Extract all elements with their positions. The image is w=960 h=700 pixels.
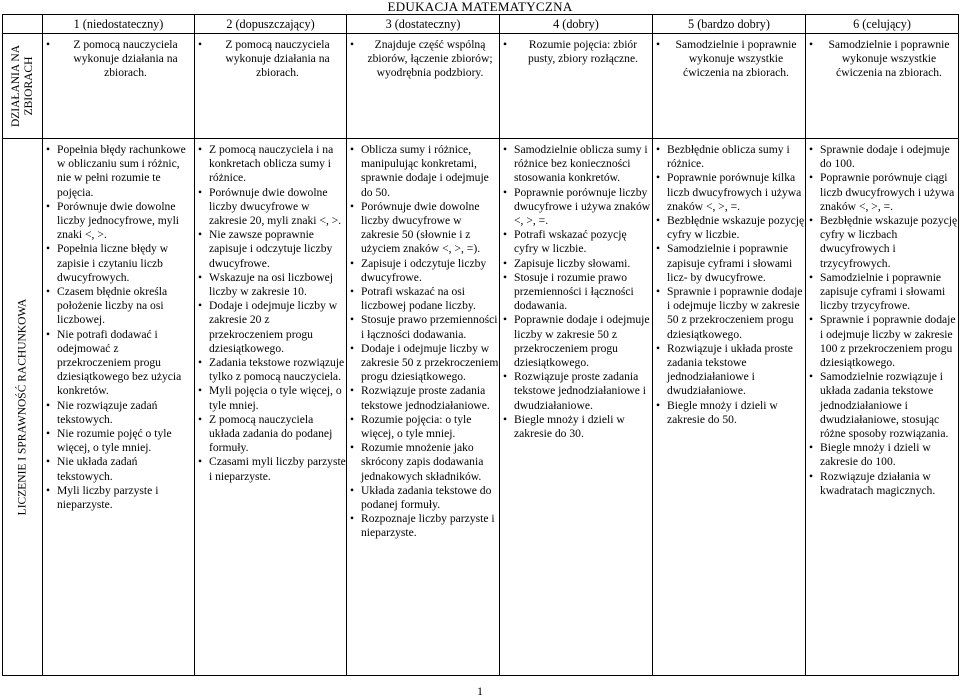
criterion-item: • Rozumie mnożenie jako skrócony zapis dodawania jednakowych składników. bbox=[347, 441, 499, 484]
criterion-item: • Zapisuje liczby słowami. bbox=[500, 257, 652, 271]
criterion-item: • Samodzielnie i poprawnie zapisuje cyframi i słowami liczby trzycyfrowe. bbox=[806, 271, 958, 314]
criterion-item: • Dodaje i odejmuje liczby w zakresie 50 z przekroczeniem progu dziesiątkowego. bbox=[347, 342, 499, 385]
criterion-item: • Rozumie pojęcia: o tyle więcej, o tyle mniej. bbox=[347, 413, 499, 441]
criterion-item: • Biegle mnoży i dzieli w zakresie do 100. bbox=[806, 441, 958, 469]
grade-header: 3 (dostateczny) bbox=[347, 15, 500, 34]
criterion-item: • Zapisuje i odczytuje liczby dwucyfrowe. bbox=[347, 257, 499, 285]
criterion-item: • Znajduje część wspólną zbiorów, łączenie zbiorów; wyodrębnia podzbiory. bbox=[347, 38, 499, 81]
criterion-item: • Czasem błędnie określa położenie liczby na osi liczbowej. bbox=[43, 285, 194, 328]
grade-header: 6 (celujący) bbox=[806, 15, 959, 34]
criterion-item: • Z pomocą nauczyciela układa zadania do podanej formuły. bbox=[195, 413, 346, 456]
row-label-text: LICZENIE I SPRAWNOŚĆ RACHUNKOWA bbox=[16, 298, 28, 516]
criteria-cell bbox=[500, 34, 653, 139]
criterion-item: • Dodaje i odejmuje liczby w zakresie 20 z przekroczeniem progu dziesiątkowego. bbox=[195, 299, 346, 356]
criterion-item: • Nie rozumie pojęć o tyle więcej, o tyle mniej. bbox=[43, 427, 194, 455]
criteria-cell bbox=[806, 139, 959, 676]
criterion-item: • Bezbłędnie oblicza sumy i różnice. bbox=[653, 143, 805, 171]
criterion-item: • Zadania tekstowe rozwiązuje tylko z pomocą nauczyciela. bbox=[195, 356, 346, 384]
grade-header: 5 (bardzo dobry) bbox=[653, 15, 806, 34]
criterion-item: • Z pomocą nauczyciela wykonuje działania na zbiorach. bbox=[43, 38, 194, 81]
criterion-item: • Oblicza sumy i różnice, manipulując konkretami, sprawnie dodaje i odejmuje do 50. bbox=[347, 143, 499, 200]
criterion-item: • Poprawnie porównuje kilka liczb dwucyfrowych i używa znaków <, >, =. bbox=[653, 171, 805, 214]
criterion-item: • Samodzielnie i poprawnie zapisuje cyframi i słowami licz- by dwucyfrowe. bbox=[653, 242, 805, 285]
header-corner bbox=[3, 15, 43, 34]
criterion-item: • Poprawnie porównuje ciągi liczb dwucyfrowych i używa znaków <, >, =. bbox=[806, 171, 958, 214]
criterion-item: • Nie układa zadań tekstowych. bbox=[43, 455, 194, 483]
criterion-item: • Porównuje dwie dowolne liczby jednocyfrowe, myli znaki <, >. bbox=[43, 200, 194, 243]
criterion-item: • Nie rozwiązuje zadań tekstowych. bbox=[43, 399, 194, 427]
criteria-cell bbox=[43, 139, 195, 676]
criterion-item: • Bezbłędnie wskazuje pozycję cyfry w liczbach dwucyfrowych i trzycyfrowych. bbox=[806, 214, 958, 271]
grade-header: 2 (dopuszczający) bbox=[195, 15, 347, 34]
criterion-item: • Bezbłędnie wskazuje pozycję cyfry w liczbie. bbox=[653, 214, 805, 242]
criterion-item: • Biegle mnoży i dzieli w zakresie do 30. bbox=[500, 413, 652, 441]
criterion-item: • Biegle mnoży i dzieli w zakresie do 50. bbox=[653, 399, 805, 427]
criterion-item: • Rozwiązuje i układa proste zadania tekstowe jednodziałaniowe i dwudziałaniowe. bbox=[653, 342, 805, 399]
criterion-item: • Popełnia błędy rachunkowe w obliczaniu sum i różnic, nie w pełni rozumie te pojęcia. bbox=[43, 143, 194, 200]
criterion-item: • Sprawnie i poprawnie dodaje i odejmuje liczby w zakresie 100 z przekroczeniem progu dziesiątkowego. bbox=[806, 313, 958, 370]
criteria-cell bbox=[500, 139, 653, 676]
criterion-item: • Samodzielnie i poprawnie wykonuje wszystkie ćwiczenia na zbiorach. bbox=[806, 38, 958, 81]
criterion-item: • Sprawnie i poprawnie dodaje i odejmuje liczby w zakresie 50 z przekroczeniem progu dziesiątkowego. bbox=[653, 285, 805, 342]
criterion-item: • Poprawnie porównuje liczby dwucyfrowe i używa znaków <, >, =. bbox=[500, 186, 652, 229]
criteria-cell bbox=[195, 139, 347, 676]
criterion-item: • Z pomocą nauczyciela i na konkretach oblicza sumy i różnice. bbox=[195, 143, 346, 186]
row-label bbox=[3, 34, 43, 139]
criterion-item: • Rozpoznaje liczby parzyste i nieparzyste. bbox=[347, 512, 499, 540]
criterion-item: • Porównuje dwie dowolne liczby dwucyfrowe w zakresie 50 (słownie i z użyciem znaków <, >, =). bbox=[347, 200, 499, 257]
criterion-item: • Samodzielnie oblicza sumy i różnice bez konieczności stosowania konkretów. bbox=[500, 143, 652, 186]
criteria-cell bbox=[653, 34, 806, 139]
criteria-cell bbox=[195, 34, 347, 139]
criteria-cell bbox=[347, 34, 500, 139]
criterion-item: • Sprawnie dodaje i odejmuje do 100. bbox=[806, 143, 958, 171]
criterion-item: • Potrafi wskazać na osi liczbowej podane liczby. bbox=[347, 285, 499, 313]
criteria-cell bbox=[806, 34, 959, 139]
criterion-item: • Porównuje dwie dowolne liczby dwucyfrowe w zakresie 20, myli znaki <, >. bbox=[195, 186, 346, 229]
criterion-item: • Popełnia liczne błędy w zapisie i czytaniu liczb dwucyfrowych. bbox=[43, 242, 194, 285]
criterion-item: • Wskazuje na osi liczbowej liczby w zakresie 10. bbox=[195, 271, 346, 299]
criterion-item: • Rozwiązuje działania w kwadratach magicznych. bbox=[806, 470, 958, 498]
grade-header-row bbox=[3, 15, 959, 34]
criterion-item: • Czasami myli liczby parzyste i nieparzyste. bbox=[195, 455, 346, 483]
row-label bbox=[3, 139, 43, 676]
criterion-item: • Samodzielnie rozwiązuje i układa zadania tekstowe jednodziałaniowe i dwudziałaniowe, stosując różne sposoby rozwiązania. bbox=[806, 370, 958, 441]
criterion-item: • Nie zawsze poprawnie zapisuje i odczytuje liczby dwucyfrowe. bbox=[195, 228, 346, 271]
criteria-cell bbox=[653, 139, 806, 676]
row-liczenie-i-sprawnosc-rachunkowa bbox=[3, 139, 959, 676]
criterion-item: • Stosuje prawo przemienności i łączności dodawania. bbox=[347, 313, 499, 341]
criterion-item: • Samodzielnie i poprawnie wykonuje wszystkie ćwiczenia na zbiorach. bbox=[653, 38, 805, 81]
criterion-item: • Z pomocą nauczyciela wykonuje działania na zbiorach. bbox=[195, 38, 346, 81]
criteria-cell bbox=[43, 34, 195, 139]
criterion-item: • Stosuje i rozumie prawo przemienności i łączności dodawania. bbox=[500, 271, 652, 314]
grade-header: 1 (niedostateczny) bbox=[43, 15, 195, 34]
criteria-cell bbox=[347, 139, 500, 676]
criterion-item: • Rozwiązuje proste zadania tekstowe jednodziałaniowe i dwudziałaniowe. bbox=[500, 370, 652, 413]
grading-table bbox=[2, 14, 959, 676]
row-label-text: DZIAŁANIA NA ZBIORACH bbox=[9, 44, 35, 128]
document-title: EDUKACJA MATEMATYCZNA bbox=[387, 0, 573, 14]
grade-header: 4 (dobry) bbox=[500, 15, 653, 34]
criterion-item: • Potrafi wskazać pozycję cyfry w liczbie. bbox=[500, 228, 652, 256]
row-dzialania-na-zbiorach bbox=[3, 34, 959, 139]
criterion-item: • Układa zadania tekstowe do podanej formuły. bbox=[347, 484, 499, 512]
criterion-item: • Myli pojęcia o tyle więcej, o tyle mniej. bbox=[195, 384, 346, 412]
criterion-item: • Rozwiązuje proste zadania tekstowe jednodziałaniowe. bbox=[347, 384, 499, 412]
page-number: 1 bbox=[477, 684, 483, 698]
criterion-item: • Myli liczby parzyste i nieparzyste. bbox=[43, 484, 194, 512]
criterion-item: • Rozumie pojęcia: zbiór pusty, zbiory rozłączne. bbox=[500, 38, 652, 66]
criterion-item: • Poprawnie dodaje i odejmuje liczby w zakresie 50 z przekroczeniem progu dziesiątkowego. bbox=[500, 313, 652, 370]
criterion-item: • Nie potrafi dodawać i odejmować z przekroczeniem progu dziesiątkowego bez użycia konkretów. bbox=[43, 328, 194, 399]
